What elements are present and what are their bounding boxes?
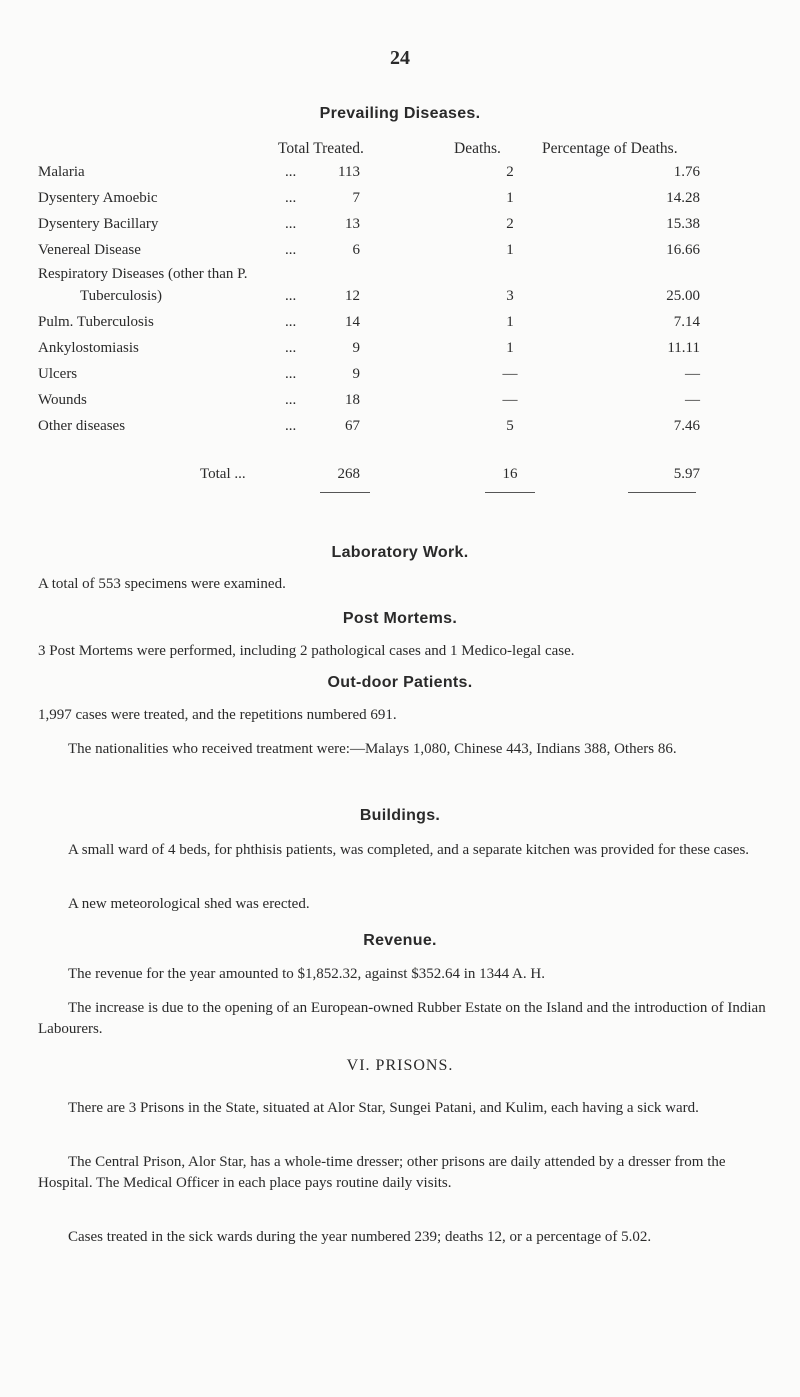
- treated-count: 6: [352, 242, 360, 258]
- death-percentage: 1.76: [673, 164, 700, 180]
- disease-name: Wounds: [38, 392, 87, 408]
- table-row: [0, 242, 800, 268]
- treated-count: 14: [345, 314, 360, 330]
- total-label: Total ...: [200, 466, 246, 482]
- prisons-location-text: There are 3 Prisons in the State, situated at Alor Star, Sungei Patani, and Kulim, each having a sick ward.: [68, 1100, 699, 1116]
- column-header-deaths: Deaths.: [454, 140, 501, 157]
- buildings-shed-text: A new meteorological shed was erected.: [68, 896, 310, 912]
- disease-name: Malaria: [38, 164, 85, 180]
- total-underline-deaths: [485, 492, 535, 493]
- outdoor-nationalities-text: The nationalities who received treatment were:—Malays 1,080, Chinese 443, Indians 388, Others 86.: [68, 741, 677, 757]
- outdoor-cases-text: 1,997 cases were treated, and the repetitions numbered 691.: [38, 707, 397, 723]
- disease-name: Dysentery Amoebic: [38, 190, 158, 206]
- table-row: [0, 418, 800, 444]
- leader-dots: ...: [285, 288, 297, 304]
- disease-name: Venereal Disease: [38, 242, 141, 258]
- column-header-treated: Total Treated.: [278, 140, 364, 157]
- death-percentage: —: [685, 392, 700, 408]
- prevailing-diseases-heading: Prevailing Diseases.: [319, 105, 481, 122]
- leader-dots: ...: [285, 392, 297, 408]
- death-percentage: —: [685, 366, 700, 382]
- column-header-percentage: Percentage of Deaths.: [542, 140, 678, 157]
- death-percentage: 11.11: [667, 340, 700, 356]
- table-row: [0, 164, 800, 190]
- table-row: [0, 314, 800, 340]
- death-percentage: 7.14: [673, 314, 700, 330]
- death-percentage: 16.66: [666, 242, 700, 258]
- table-row: [0, 340, 800, 366]
- treated-count: 12: [345, 288, 360, 304]
- post-mortems-heading: Post Mortems.: [342, 610, 458, 627]
- deaths-count: 1: [506, 242, 514, 258]
- deaths-count: 2: [506, 216, 514, 232]
- table-total-row: [0, 466, 800, 492]
- post-mortems-text: 3 Post Mortems were performed, including 2 pathological cases and 1 Medico-legal case.: [38, 643, 575, 659]
- leader-dots: ...: [285, 164, 297, 180]
- outdoor-patients-heading: Out-door Patients.: [327, 674, 473, 691]
- treated-count: 7: [352, 190, 360, 206]
- deaths-count: 3: [506, 288, 514, 304]
- treated-count: 67: [345, 418, 360, 434]
- disease-name: Other diseases: [38, 418, 126, 434]
- leader-dots: ...: [285, 216, 297, 232]
- deaths-count: 1: [506, 340, 514, 356]
- death-percentage: 15.38: [666, 216, 700, 232]
- death-percentage: 7.46: [673, 418, 700, 434]
- buildings-heading: Buildings.: [359, 807, 441, 824]
- total-percentage: 5.97: [673, 466, 700, 482]
- leader-dots: ...: [285, 242, 297, 258]
- treated-count: 13: [345, 216, 360, 232]
- laboratory-text: A total of 553 specimens were examined.: [38, 576, 286, 592]
- leader-dots: ...: [285, 340, 297, 356]
- deaths-count: 5: [506, 418, 514, 434]
- disease-name: Respiratory Diseases (other than P.: [38, 266, 248, 282]
- disease-name: Ulcers: [38, 366, 78, 382]
- table-row: [0, 266, 800, 310]
- revenue-amount-text: The revenue for the year amounted to $1,852.32, against $352.64 in 1344 A. H.: [68, 966, 545, 982]
- leader-dots: ...: [285, 314, 297, 330]
- leader-dots: ...: [285, 190, 297, 206]
- table-row: [0, 392, 800, 418]
- prisons-staff-text: The Central Prison, Alor Star, has a whole-time dresser; other prisons are daily attended by a dresser from the Hospital. The Medical Officer in each place pays routine daily visits.: [38, 1154, 726, 1191]
- revenue-increase-text: The increase is due to the opening of an European-owned Rubber Estate on the Island and the introduction of Indian Labourers.: [38, 1000, 766, 1037]
- deaths-count: 1: [506, 190, 514, 206]
- total-deaths: 16: [502, 466, 518, 482]
- total-underline-treated: [320, 492, 370, 493]
- total-treated: 268: [337, 466, 360, 482]
- treated-count: 9: [352, 366, 360, 382]
- disease-name: Pulm. Tuberculosis: [38, 314, 154, 330]
- buildings-ward-text: A small ward of 4 beds, for phthisis patients, was completed, and a separate kitchen was provided for these cases.: [68, 842, 750, 858]
- disease-name-continuation: Tuberculosis): [80, 288, 162, 304]
- disease-name: Dysentery Bacillary: [38, 216, 159, 232]
- disease-name: Ankylostomiasis: [38, 340, 139, 356]
- laboratory-heading: Laboratory Work.: [331, 544, 469, 561]
- death-percentage: 25.00: [666, 288, 700, 304]
- deaths-count: —: [502, 366, 518, 382]
- table-row: [0, 190, 800, 216]
- death-percentage: 14.28: [666, 190, 700, 206]
- treated-count: 9: [352, 340, 360, 356]
- total-underline-percentage: [628, 492, 696, 493]
- deaths-count: —: [502, 392, 518, 408]
- leader-dots: ...: [285, 366, 297, 382]
- prisons-cases-text: Cases treated in the sick wards during the year numbered 239; deaths 12, or a percentage of 5.02.: [68, 1229, 652, 1245]
- treated-count: 113: [338, 164, 360, 180]
- deaths-count: 2: [506, 164, 514, 180]
- leader-dots: ...: [285, 418, 297, 434]
- page-number: 24: [390, 47, 410, 69]
- prisons-heading: VI. PRISONS.: [346, 1057, 454, 1074]
- revenue-heading: Revenue.: [363, 932, 437, 949]
- table-row: [0, 216, 800, 242]
- treated-count: 18: [345, 392, 360, 408]
- table-row: [0, 366, 800, 392]
- deaths-count: 1: [506, 314, 514, 330]
